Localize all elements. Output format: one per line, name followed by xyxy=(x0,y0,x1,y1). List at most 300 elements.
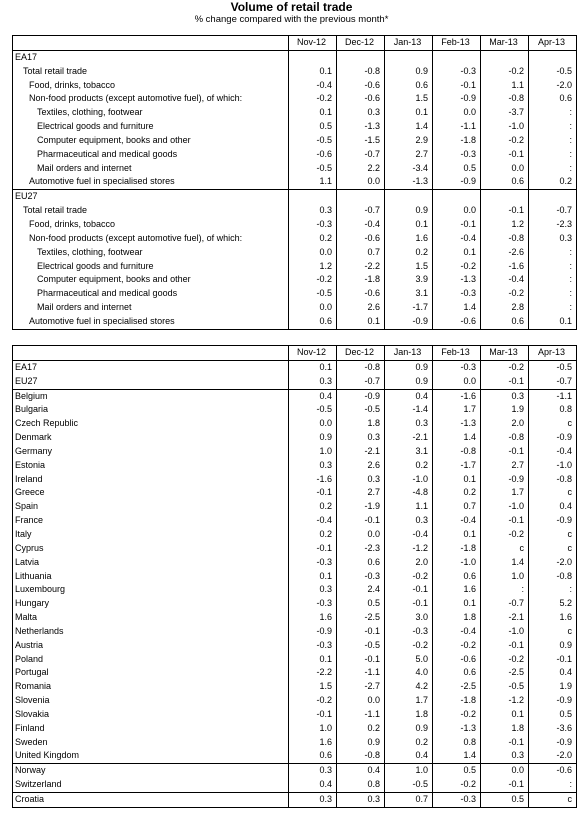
value-cell: 0.6 xyxy=(289,315,337,329)
value-cell: -1.7 xyxy=(433,459,481,473)
value-cell: -0.6 xyxy=(337,92,385,106)
row-label: Ireland xyxy=(15,473,43,484)
value-cell: 4.0 xyxy=(385,666,433,680)
value-cell: 0.2 xyxy=(289,232,337,246)
value-cell: -0.2 xyxy=(481,360,529,374)
row-label: Computer equipment, books and other xyxy=(37,274,191,285)
value-cell xyxy=(433,190,481,204)
value-cell: -0.1 xyxy=(337,514,385,528)
value-cell: 2.6 xyxy=(337,459,385,473)
value-cell: 0.7 xyxy=(433,500,481,514)
table-row xyxy=(13,583,577,597)
value-cell: 5.2 xyxy=(529,597,577,611)
value-cell: -2.3 xyxy=(337,542,385,556)
value-cell: 1.8 xyxy=(433,611,481,625)
value-cell: -2.1 xyxy=(385,431,433,445)
value-cell: -0.2 xyxy=(481,528,529,542)
value-cell: 0.3 xyxy=(289,459,337,473)
table-row xyxy=(13,360,577,374)
value-cell: 1.4 xyxy=(433,749,481,763)
value-cell: 0.0 xyxy=(433,106,481,120)
value-cell: 0.0 xyxy=(289,246,337,260)
value-cell: 0.3 xyxy=(385,417,433,431)
value-cell: 1.7 xyxy=(433,403,481,417)
value-cell: 1.8 xyxy=(337,417,385,431)
value-cell: -1.8 xyxy=(433,694,481,708)
value-cell: -0.4 xyxy=(481,273,529,287)
row-label: Portugal xyxy=(15,667,49,678)
table-row xyxy=(13,625,577,639)
row-label: Denmark xyxy=(15,432,52,443)
row-label: Germany xyxy=(15,445,53,456)
value-cell: -1.5 xyxy=(337,134,385,148)
value-cell: 1.8 xyxy=(481,722,529,736)
row-label: EA17 xyxy=(15,51,38,62)
value-cell: 1.0 xyxy=(289,445,337,459)
value-cell: 1.7 xyxy=(385,694,433,708)
row-label: Automotive fuel in specialised stores xyxy=(29,176,175,187)
value-cell: -1.8 xyxy=(433,542,481,556)
value-cell: -1.0 xyxy=(481,120,529,134)
value-cell xyxy=(337,50,385,64)
value-cell: 1.4 xyxy=(433,431,481,445)
value-cell: -0.8 xyxy=(337,360,385,374)
value-cell: 0.1 xyxy=(289,360,337,374)
value-cell: -1.2 xyxy=(481,694,529,708)
value-cell: 0.4 xyxy=(385,389,433,403)
value-cell: -1.3 xyxy=(433,722,481,736)
table-row xyxy=(13,500,577,514)
row-label: Belgium xyxy=(13,389,289,403)
table-row xyxy=(13,389,577,403)
table-row xyxy=(13,273,577,287)
table-row xyxy=(13,315,577,329)
value-cell: -0.3 xyxy=(337,570,385,584)
row-label: Romania xyxy=(15,681,52,692)
value-cell: 1.0 xyxy=(481,570,529,584)
value-cell: 0.2 xyxy=(289,528,337,542)
value-cell: : xyxy=(529,134,577,148)
row-label: Textiles, clothing, footwear xyxy=(37,107,143,118)
value-cell: 0.0 xyxy=(433,204,481,218)
value-cell: -1.9 xyxy=(337,500,385,514)
product-table-header-row xyxy=(13,36,577,51)
value-cell: 2.6 xyxy=(337,301,385,315)
value-cell: -1.0 xyxy=(529,459,577,473)
value-cell: 0.5 xyxy=(433,162,481,176)
value-cell: -0.3 xyxy=(289,597,337,611)
value-cell: -0.9 xyxy=(529,694,577,708)
value-cell: -2.5 xyxy=(481,666,529,680)
value-cell: 1.6 xyxy=(529,611,577,625)
value-cell: -1.1 xyxy=(337,708,385,722)
column-header: Feb-13 xyxy=(433,36,481,51)
value-cell: -1.3 xyxy=(433,273,481,287)
value-cell: 0.1 xyxy=(529,315,577,329)
value-cell: 0.2 xyxy=(433,486,481,500)
table-row xyxy=(13,92,577,106)
table-row xyxy=(13,749,577,763)
value-cell: -2.0 xyxy=(529,79,577,93)
table-row xyxy=(13,542,577,556)
value-cell: -0.4 xyxy=(433,625,481,639)
row-label: Czech Republic xyxy=(15,418,79,429)
value-cell: -0.9 xyxy=(433,92,481,106)
value-cell: -2.2 xyxy=(289,666,337,680)
value-cell: 0.8 xyxy=(529,403,577,417)
value-cell: 0.0 xyxy=(337,528,385,542)
value-cell: -1.8 xyxy=(433,134,481,148)
value-cell: 0.1 xyxy=(433,528,481,542)
value-cell: -0.7 xyxy=(529,204,577,218)
table-row xyxy=(13,722,577,736)
value-cell: c xyxy=(529,486,577,500)
value-cell: 0.0 xyxy=(289,417,337,431)
value-cell: -0.2 xyxy=(289,694,337,708)
column-header: Nov-12 xyxy=(289,36,337,51)
value-cell: -1.4 xyxy=(385,403,433,417)
value-cell: 0.7 xyxy=(337,246,385,260)
value-cell: -0.9 xyxy=(481,473,529,487)
value-cell: -2.3 xyxy=(529,218,577,232)
value-cell: 0.5 xyxy=(433,764,481,778)
value-cell: -0.2 xyxy=(385,639,433,653)
row-label: United Kingdom xyxy=(15,750,80,761)
value-cell: 0.1 xyxy=(433,246,481,260)
value-cell: 0.4 xyxy=(337,764,385,778)
value-cell: -0.1 xyxy=(289,542,337,556)
table-row xyxy=(13,445,577,459)
value-cell: -0.3 xyxy=(433,287,481,301)
value-cell: 1.1 xyxy=(289,175,337,189)
table-row xyxy=(13,175,577,189)
value-cell: -2.5 xyxy=(433,680,481,694)
column-header: Dec-12 xyxy=(337,346,385,361)
column-header: Jan-13 xyxy=(385,36,433,51)
row-label: Hungary xyxy=(15,598,50,609)
value-cell: -0.1 xyxy=(385,597,433,611)
value-cell: 1.6 xyxy=(433,583,481,597)
row-label: Lithuania xyxy=(15,570,52,581)
value-cell: 1.9 xyxy=(481,403,529,417)
row-label: France xyxy=(15,515,44,526)
row-label: Slovenia xyxy=(15,695,50,706)
value-cell: -0.4 xyxy=(433,232,481,246)
value-cell: -1.2 xyxy=(385,542,433,556)
value-cell: -0.8 xyxy=(337,65,385,79)
value-cell: : xyxy=(529,273,577,287)
value-cell: 1.6 xyxy=(385,232,433,246)
value-cell: 0.9 xyxy=(385,360,433,374)
value-cell: 0.3 xyxy=(289,583,337,597)
value-cell: -0.7 xyxy=(481,597,529,611)
value-cell: 0.0 xyxy=(481,162,529,176)
value-cell: 0.1 xyxy=(289,106,337,120)
value-cell: 0.1 xyxy=(289,653,337,667)
value-cell: -3.6 xyxy=(529,722,577,736)
value-cell: -0.9 xyxy=(385,315,433,329)
table-subtitle: % change compared with the previous month* xyxy=(194,14,389,25)
value-cell: 1.9 xyxy=(529,680,577,694)
value-cell: -0.4 xyxy=(385,528,433,542)
value-cell: 0.3 xyxy=(529,232,577,246)
value-cell: 0.6 xyxy=(433,666,481,680)
table-row xyxy=(13,473,577,487)
value-cell: -1.0 xyxy=(433,556,481,570)
value-cell: 0.3 xyxy=(289,204,337,218)
value-cell: 0.0 xyxy=(289,301,337,315)
table-row xyxy=(13,162,577,176)
table-row xyxy=(13,639,577,653)
value-cell: -2.6 xyxy=(481,246,529,260)
value-cell: 0.3 xyxy=(337,793,385,808)
value-cell: -1.1 xyxy=(433,120,481,134)
value-cell xyxy=(385,190,433,204)
value-cell: -2.7 xyxy=(337,680,385,694)
value-cell: -0.5 xyxy=(529,360,577,374)
value-cell: 0.6 xyxy=(289,749,337,763)
value-cell: 1.8 xyxy=(385,708,433,722)
value-cell: -1.3 xyxy=(433,417,481,431)
value-cell: -0.8 xyxy=(529,473,577,487)
value-cell: 1.6 xyxy=(289,611,337,625)
value-cell: -0.5 xyxy=(289,134,337,148)
value-cell: -0.4 xyxy=(289,514,337,528)
value-cell: -0.8 xyxy=(337,749,385,763)
value-cell: -1.1 xyxy=(337,666,385,680)
value-cell: 1.0 xyxy=(385,764,433,778)
value-cell: -0.2 xyxy=(433,639,481,653)
table-row xyxy=(13,486,577,500)
table-row xyxy=(13,694,577,708)
value-cell: 2.2 xyxy=(337,162,385,176)
value-cell: -0.9 xyxy=(433,175,481,189)
row-label: Malta xyxy=(15,612,38,623)
value-cell: -0.3 xyxy=(289,218,337,232)
value-cell: 0.3 xyxy=(289,375,337,389)
retail-trade-by-product-table xyxy=(12,35,577,330)
value-cell: -1.6 xyxy=(289,473,337,487)
row-label: EU27 xyxy=(13,190,289,204)
value-cell: -0.4 xyxy=(337,218,385,232)
value-cell: 0.9 xyxy=(385,65,433,79)
value-cell: 0.2 xyxy=(385,459,433,473)
value-cell: -0.6 xyxy=(529,764,577,778)
value-cell: 2.0 xyxy=(385,556,433,570)
value-cell: c xyxy=(529,625,577,639)
retail-trade-by-country-table xyxy=(12,345,577,808)
value-cell: -0.1 xyxy=(433,218,481,232)
value-cell: -0.6 xyxy=(433,653,481,667)
column-header: Mar-13 xyxy=(481,346,529,361)
value-cell: : xyxy=(529,583,577,597)
value-cell: -0.7 xyxy=(337,204,385,218)
value-cell: -2.2 xyxy=(337,260,385,274)
value-cell: -0.2 xyxy=(481,134,529,148)
value-cell: 1.5 xyxy=(289,680,337,694)
value-cell: -0.9 xyxy=(529,431,577,445)
value-cell: -0.8 xyxy=(529,570,577,584)
table-row xyxy=(13,246,577,260)
value-cell: -0.5 xyxy=(337,639,385,653)
value-cell: -2.1 xyxy=(337,445,385,459)
value-cell: 0.8 xyxy=(337,778,385,792)
table-row xyxy=(13,431,577,445)
value-cell xyxy=(529,50,577,64)
table-row xyxy=(13,134,577,148)
value-cell: -3.7 xyxy=(481,106,529,120)
value-cell xyxy=(481,190,529,204)
value-cell: 0.9 xyxy=(289,431,337,445)
value-cell: 2.7 xyxy=(337,486,385,500)
table-row xyxy=(13,218,577,232)
value-cell: -0.9 xyxy=(289,625,337,639)
value-cell: -0.1 xyxy=(481,639,529,653)
value-cell: 0.6 xyxy=(433,570,481,584)
value-cell: -0.5 xyxy=(289,403,337,417)
value-cell: -0.3 xyxy=(289,556,337,570)
row-label: Greece xyxy=(15,487,45,498)
row-label: Sweden xyxy=(15,736,48,747)
row-label: Pharmaceutical and medical goods xyxy=(37,148,178,159)
row-label: Food, drinks, tobacco xyxy=(29,218,116,229)
row-label: Slovakia xyxy=(15,708,50,719)
table-row xyxy=(13,556,577,570)
row-label: EU27 xyxy=(15,375,38,386)
value-cell: -0.3 xyxy=(385,625,433,639)
row-label: Mail orders and internet xyxy=(37,302,132,313)
column-header: Nov-12 xyxy=(289,346,337,361)
value-cell: -0.3 xyxy=(433,65,481,79)
table-row xyxy=(13,764,577,778)
value-cell: -0.2 xyxy=(289,273,337,287)
value-cell: : xyxy=(529,162,577,176)
value-cell: 1.4 xyxy=(433,301,481,315)
value-cell: -0.2 xyxy=(481,287,529,301)
value-cell xyxy=(529,190,577,204)
value-cell: 0.2 xyxy=(529,175,577,189)
value-cell: 3.1 xyxy=(385,445,433,459)
value-cell: 0.3 xyxy=(337,106,385,120)
value-cell: -0.6 xyxy=(289,148,337,162)
value-cell: -0.7 xyxy=(337,375,385,389)
row-label: Italy xyxy=(15,528,32,539)
value-cell: -1.6 xyxy=(481,260,529,274)
column-header: Mar-13 xyxy=(481,36,529,51)
table-row xyxy=(13,148,577,162)
value-cell: -0.1 xyxy=(529,653,577,667)
table-row xyxy=(13,597,577,611)
row-label: Textiles, clothing, footwear xyxy=(37,246,143,257)
value-cell: -0.6 xyxy=(433,315,481,329)
row-label: Automotive fuel in specialised stores xyxy=(29,315,175,326)
value-cell: -1.0 xyxy=(385,473,433,487)
value-cell: -0.4 xyxy=(433,514,481,528)
header-blank-cell xyxy=(13,346,289,361)
value-cell xyxy=(433,50,481,64)
row-label: Non-food products (except automotive fuel), of which: xyxy=(29,93,243,104)
value-cell: 0.6 xyxy=(529,92,577,106)
value-cell: -1.3 xyxy=(337,120,385,134)
value-cell: 0.3 xyxy=(385,514,433,528)
table-row xyxy=(13,375,577,389)
value-cell: : xyxy=(481,583,529,597)
value-cell: -0.8 xyxy=(481,232,529,246)
value-cell: -0.1 xyxy=(481,514,529,528)
table-title: Volume of retail trade xyxy=(230,0,353,14)
value-cell: 1.4 xyxy=(481,556,529,570)
row-label: Electrical goods and furniture xyxy=(37,121,154,132)
value-cell: 0.2 xyxy=(289,500,337,514)
value-cell: 0.3 xyxy=(289,793,337,808)
table-row xyxy=(13,232,577,246)
value-cell: : xyxy=(529,120,577,134)
row-label: Estonia xyxy=(15,459,46,470)
table-row xyxy=(13,417,577,431)
row-label: Total retail trade xyxy=(23,205,88,216)
value-cell: 0.0 xyxy=(337,175,385,189)
value-cell: 1.1 xyxy=(481,79,529,93)
value-cell: 0.1 xyxy=(433,473,481,487)
value-cell: 0.9 xyxy=(385,722,433,736)
value-cell: -0.2 xyxy=(433,708,481,722)
value-cell: 2.7 xyxy=(481,459,529,473)
value-cell: 0.5 xyxy=(289,120,337,134)
value-cell xyxy=(385,50,433,64)
column-header: Feb-13 xyxy=(433,346,481,361)
value-cell: : xyxy=(529,301,577,315)
value-cell: -0.5 xyxy=(529,65,577,79)
value-cell: 0.1 xyxy=(337,315,385,329)
value-cell: 0.5 xyxy=(481,793,529,808)
value-cell: -0.9 xyxy=(337,389,385,403)
value-cell: -0.2 xyxy=(481,653,529,667)
value-cell: 1.6 xyxy=(289,736,337,750)
row-label: Computer equipment, books and other xyxy=(37,134,191,145)
value-cell: 0.6 xyxy=(337,556,385,570)
value-cell: -0.3 xyxy=(433,360,481,374)
value-cell: -0.2 xyxy=(433,260,481,274)
table-row xyxy=(13,403,577,417)
table-row xyxy=(13,106,577,120)
table-row xyxy=(13,708,577,722)
row-label: Spain xyxy=(15,501,39,512)
value-cell: 1.2 xyxy=(481,218,529,232)
row-label: Switzerland xyxy=(15,779,62,790)
row-label: Poland xyxy=(15,653,44,664)
value-cell: -0.1 xyxy=(481,204,529,218)
value-cell: -0.1 xyxy=(289,486,337,500)
value-cell: -0.1 xyxy=(289,708,337,722)
row-label: Finland xyxy=(15,722,45,733)
value-cell: -0.1 xyxy=(433,79,481,93)
value-cell: 0.4 xyxy=(529,500,577,514)
table-row xyxy=(13,260,577,274)
value-cell xyxy=(289,190,337,204)
value-cell: -1.1 xyxy=(529,389,577,403)
value-cell: -0.3 xyxy=(433,148,481,162)
value-cell: -2.0 xyxy=(529,749,577,763)
value-cell: -0.2 xyxy=(481,65,529,79)
value-cell: c xyxy=(529,542,577,556)
row-label: Mail orders and internet xyxy=(37,162,132,173)
value-cell xyxy=(481,50,529,64)
value-cell: 0.9 xyxy=(337,736,385,750)
table-row xyxy=(13,50,577,64)
value-cell: 0.4 xyxy=(289,389,337,403)
value-cell: -1.7 xyxy=(385,301,433,315)
row-label: Latvia xyxy=(15,556,40,567)
